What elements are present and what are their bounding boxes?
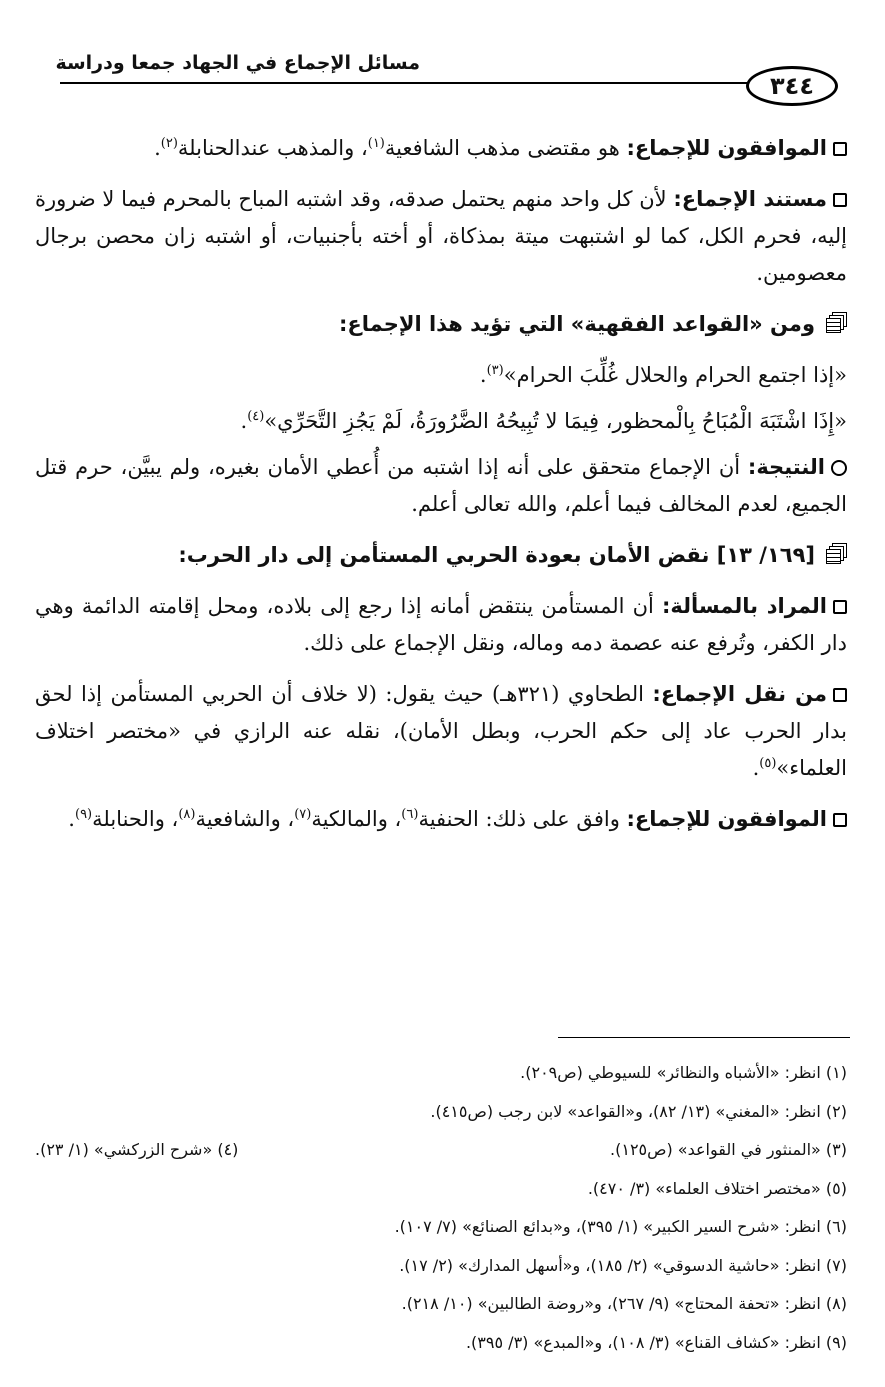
paragraph-text: ، والمذهب عندالحنابلة (177, 136, 368, 160)
footnote-ref[interactable]: (٧) (294, 807, 312, 822)
footnote-item: (٣) «المنثور في القواعد» (ص١٢٥). (610, 1140, 847, 1159)
footnote-item: (٨) انظر: «تحفة المحتاج» (٩/ ٢٦٧)، و«روضة الطالبين» (١٠/ ٢١٨). (401, 1294, 847, 1313)
paragraph-text: ، والحنابلة (92, 807, 179, 831)
paragraph-result (35, 449, 847, 523)
paragraph-label: الموافقون للإجماع: (626, 807, 827, 831)
footnotes (35, 1054, 847, 1362)
paragraph-text: ، والشافعية (195, 807, 295, 831)
heading-text: ومن «القواعد الفقهية» التي تؤيد هذا الإجماع: (338, 312, 815, 336)
paragraph-label: من نقل الإجماع: (652, 682, 827, 706)
paragraph-label: النتيجة: (747, 455, 825, 479)
section-heading-issue (35, 537, 847, 574)
body-text (35, 130, 847, 852)
quote-text: «إذا اجتمع الحرام والحلال غُلِّبَ الحرام» (503, 363, 847, 387)
maxim-quote (35, 357, 847, 394)
paragraph-text: وافق على ذلك: الحنفية (418, 807, 627, 831)
square-bullet-icon (833, 193, 847, 207)
maxim-quote (35, 403, 847, 440)
paragraph-text: الطحاوي (٣٢١هـ) حيث يقول: (لا خلاف أن الحربي المستأمن إذا لحق بدار الحرب عاد إلى حكم الحرب، وبطل الأمان)، نقله عنه الرازي في «مختصر اختلاف العلماء» (35, 682, 847, 780)
footnote-ref[interactable]: (٤) (247, 409, 265, 424)
page-number-badge (746, 66, 838, 106)
heading-text: [١٦٩/ ١٣] نقض الأمان بعودة الحربي المستأمن إلى دار الحرب: (178, 543, 815, 567)
paragraph-text: ، والمالكية (311, 807, 402, 831)
punctuation: . (240, 409, 248, 433)
footnote-ref[interactable]: (٨) (178, 807, 196, 822)
paragraph-basis (35, 181, 847, 292)
punctuation: . (154, 136, 161, 160)
paragraph-agreeing-2 (35, 801, 847, 838)
footnote-separator (558, 1037, 850, 1038)
footnote-item: (٦) انظر: «شرح السير الكبير» (١/ ٣٩٥)، و«بدائع الصنائع» (٧/ ١٠٧). (394, 1217, 847, 1236)
header-rule (60, 82, 835, 84)
square-bullet-icon (833, 813, 847, 827)
stacked-pages-icon (825, 543, 847, 565)
square-bullet-icon (833, 600, 847, 614)
paragraph-label: المراد بالمسألة: (662, 594, 827, 618)
footnote-ref[interactable]: (٦) (401, 807, 419, 822)
punctuation: . (68, 807, 75, 831)
paragraph-text: أن الإجماع متحقق على أنه إذا اشتبه من أُعطي الأمان بغيره، ولم يبيَّن، حرم قتل الجميع، لعدم المخالف فيما أعلم، والله تعالى أعلم. (35, 455, 847, 516)
footnote-ref[interactable]: (٣) (486, 363, 504, 378)
footnote-item: (٢) انظر: «المغني» (١٣/ ٨٢)، و«القواعد» لابن رجب (ص٤١٥). (430, 1101, 847, 1121)
quote-text: «إِذَا اشْتَبَهَ الْمُبَاحُ بِالْمحظور، فِيمَا لا تُبِيحُهُ الضَّرُورَةُ، لَمْ يَجُزِ التَّحَرِّي» (264, 409, 847, 433)
page-number: ٣٤٤ (770, 72, 814, 100)
paragraph-text: لأن كل واحد منهم يحتمل صدقه، وقد اشتبه المباح بالمحرم فيما لا ضرورة إليه، فحرم الكل، كما لو اشتبهت ميتة بمذكاة، أو أخته بأجنبيات، أو اشتبه زان محصن برجال معصومين. (35, 187, 847, 285)
paragraph-agreeing (35, 130, 847, 167)
footnote-item: (٩) انظر: «كشاف القناع» (٣/ ١٠٨)، و«المبدع» (٣/ ٣٩٥). (465, 1332, 847, 1352)
square-bullet-icon (833, 688, 847, 702)
footnote-pair (35, 1131, 847, 1170)
stacked-pages-icon (825, 312, 847, 334)
paragraph-meaning (35, 588, 847, 662)
paragraph-text: أن المستأمن ينتقض أمانه إذا رجع إلى بلاده، ومحل إقامته الدائمة وهي دار الكفر، وتُرفع عنه عصمة دمه وماله، ونقل الإجماع على ذلك. (35, 594, 847, 655)
footnote-item: (٥) «مختصر اختلاف العلماء» (٣/ ٤٧٠). (587, 1178, 847, 1198)
footnote-ref[interactable]: (٢) (160, 136, 178, 151)
footnote-item: (٤) «شرح الزركشي» (١/ ٢٣). (35, 1140, 239, 1159)
running-header-title: مسائل الإجماع في الجهاد جمعا ودراسة (55, 52, 420, 74)
paragraph-label: الموافقون للإجماع: (626, 136, 827, 160)
footnote-item: (٧) انظر: «حاشية الدسوقي» (٢/ ١٨٥)، و«أسهل المدارك» (٢/ ١٧). (399, 1255, 847, 1275)
footnote-item: (١) انظر: «الأشباه والنظائر» للسيوطي (ص٢٠٩). (520, 1063, 847, 1082)
paragraph-text: هو مقتضى مذهب الشافعية (384, 136, 627, 160)
punctuation: . (752, 756, 760, 780)
circle-bullet-icon (831, 460, 847, 476)
paragraph-label: مستند الإجماع: (673, 187, 828, 211)
paragraph-transmitter (35, 676, 847, 787)
footnote-ref[interactable]: (٥) (759, 756, 777, 771)
section-heading-maxims (35, 306, 847, 343)
punctuation: . (479, 363, 487, 387)
footnote-ref[interactable]: (١) (367, 136, 385, 151)
footnote-ref[interactable]: (٩) (74, 807, 93, 822)
square-bullet-icon (833, 142, 847, 156)
